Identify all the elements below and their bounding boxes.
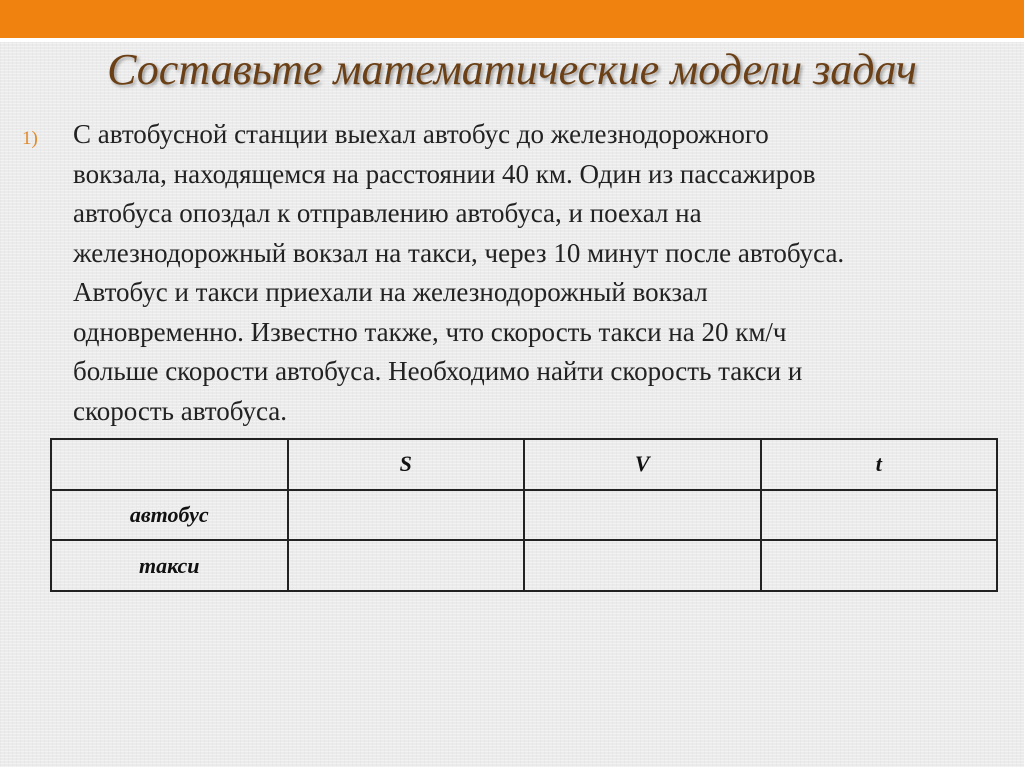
model-table (50, 438, 998, 592)
text-line: вокзала, находящемся на расстоянии 40 км. Один из пассажиров (73, 158, 816, 189)
text-line: автобуса опоздал к отправлению автобуса, и поехал на (73, 198, 702, 228)
text-line: одновременно. Известно также, что скорость такси на 20 км/ч (73, 316, 787, 347)
table-cell (288, 490, 525, 541)
table-row (51, 540, 997, 591)
text-line: С автобусной станции выехал автобус до железнодорожного (73, 119, 769, 149)
table-row (51, 490, 997, 541)
header-cell-t: t (761, 439, 998, 490)
text-line: железнодорожный вокзал на такси, через 10 минут после автобуса. (73, 237, 845, 268)
problem-number: 1) (22, 128, 38, 149)
row-label-taxi: такси (51, 540, 288, 591)
table-cell (761, 490, 998, 541)
slide-title: Составьте математические модели задач (107, 45, 917, 94)
top-accent-bar (0, 0, 1024, 38)
header-cell (51, 439, 288, 490)
table-cell (761, 540, 998, 591)
text-line: скорость автобуса. (73, 395, 288, 426)
header-cell-v: V (524, 439, 761, 490)
row-label-bus: автобус (51, 490, 288, 541)
table-header-row (51, 439, 997, 490)
table-cell (288, 540, 525, 591)
text-line: Автобус и такси приехали на железнодорожный вокзал (73, 277, 708, 307)
text-line: больше скорости автобуса. Необходимо найти скорость такси и (73, 356, 803, 386)
table-cell (524, 490, 761, 541)
header-cell-s: S (288, 439, 525, 490)
top-divider (0, 38, 1024, 42)
table-cell (524, 540, 761, 591)
problem-text (73, 115, 844, 431)
